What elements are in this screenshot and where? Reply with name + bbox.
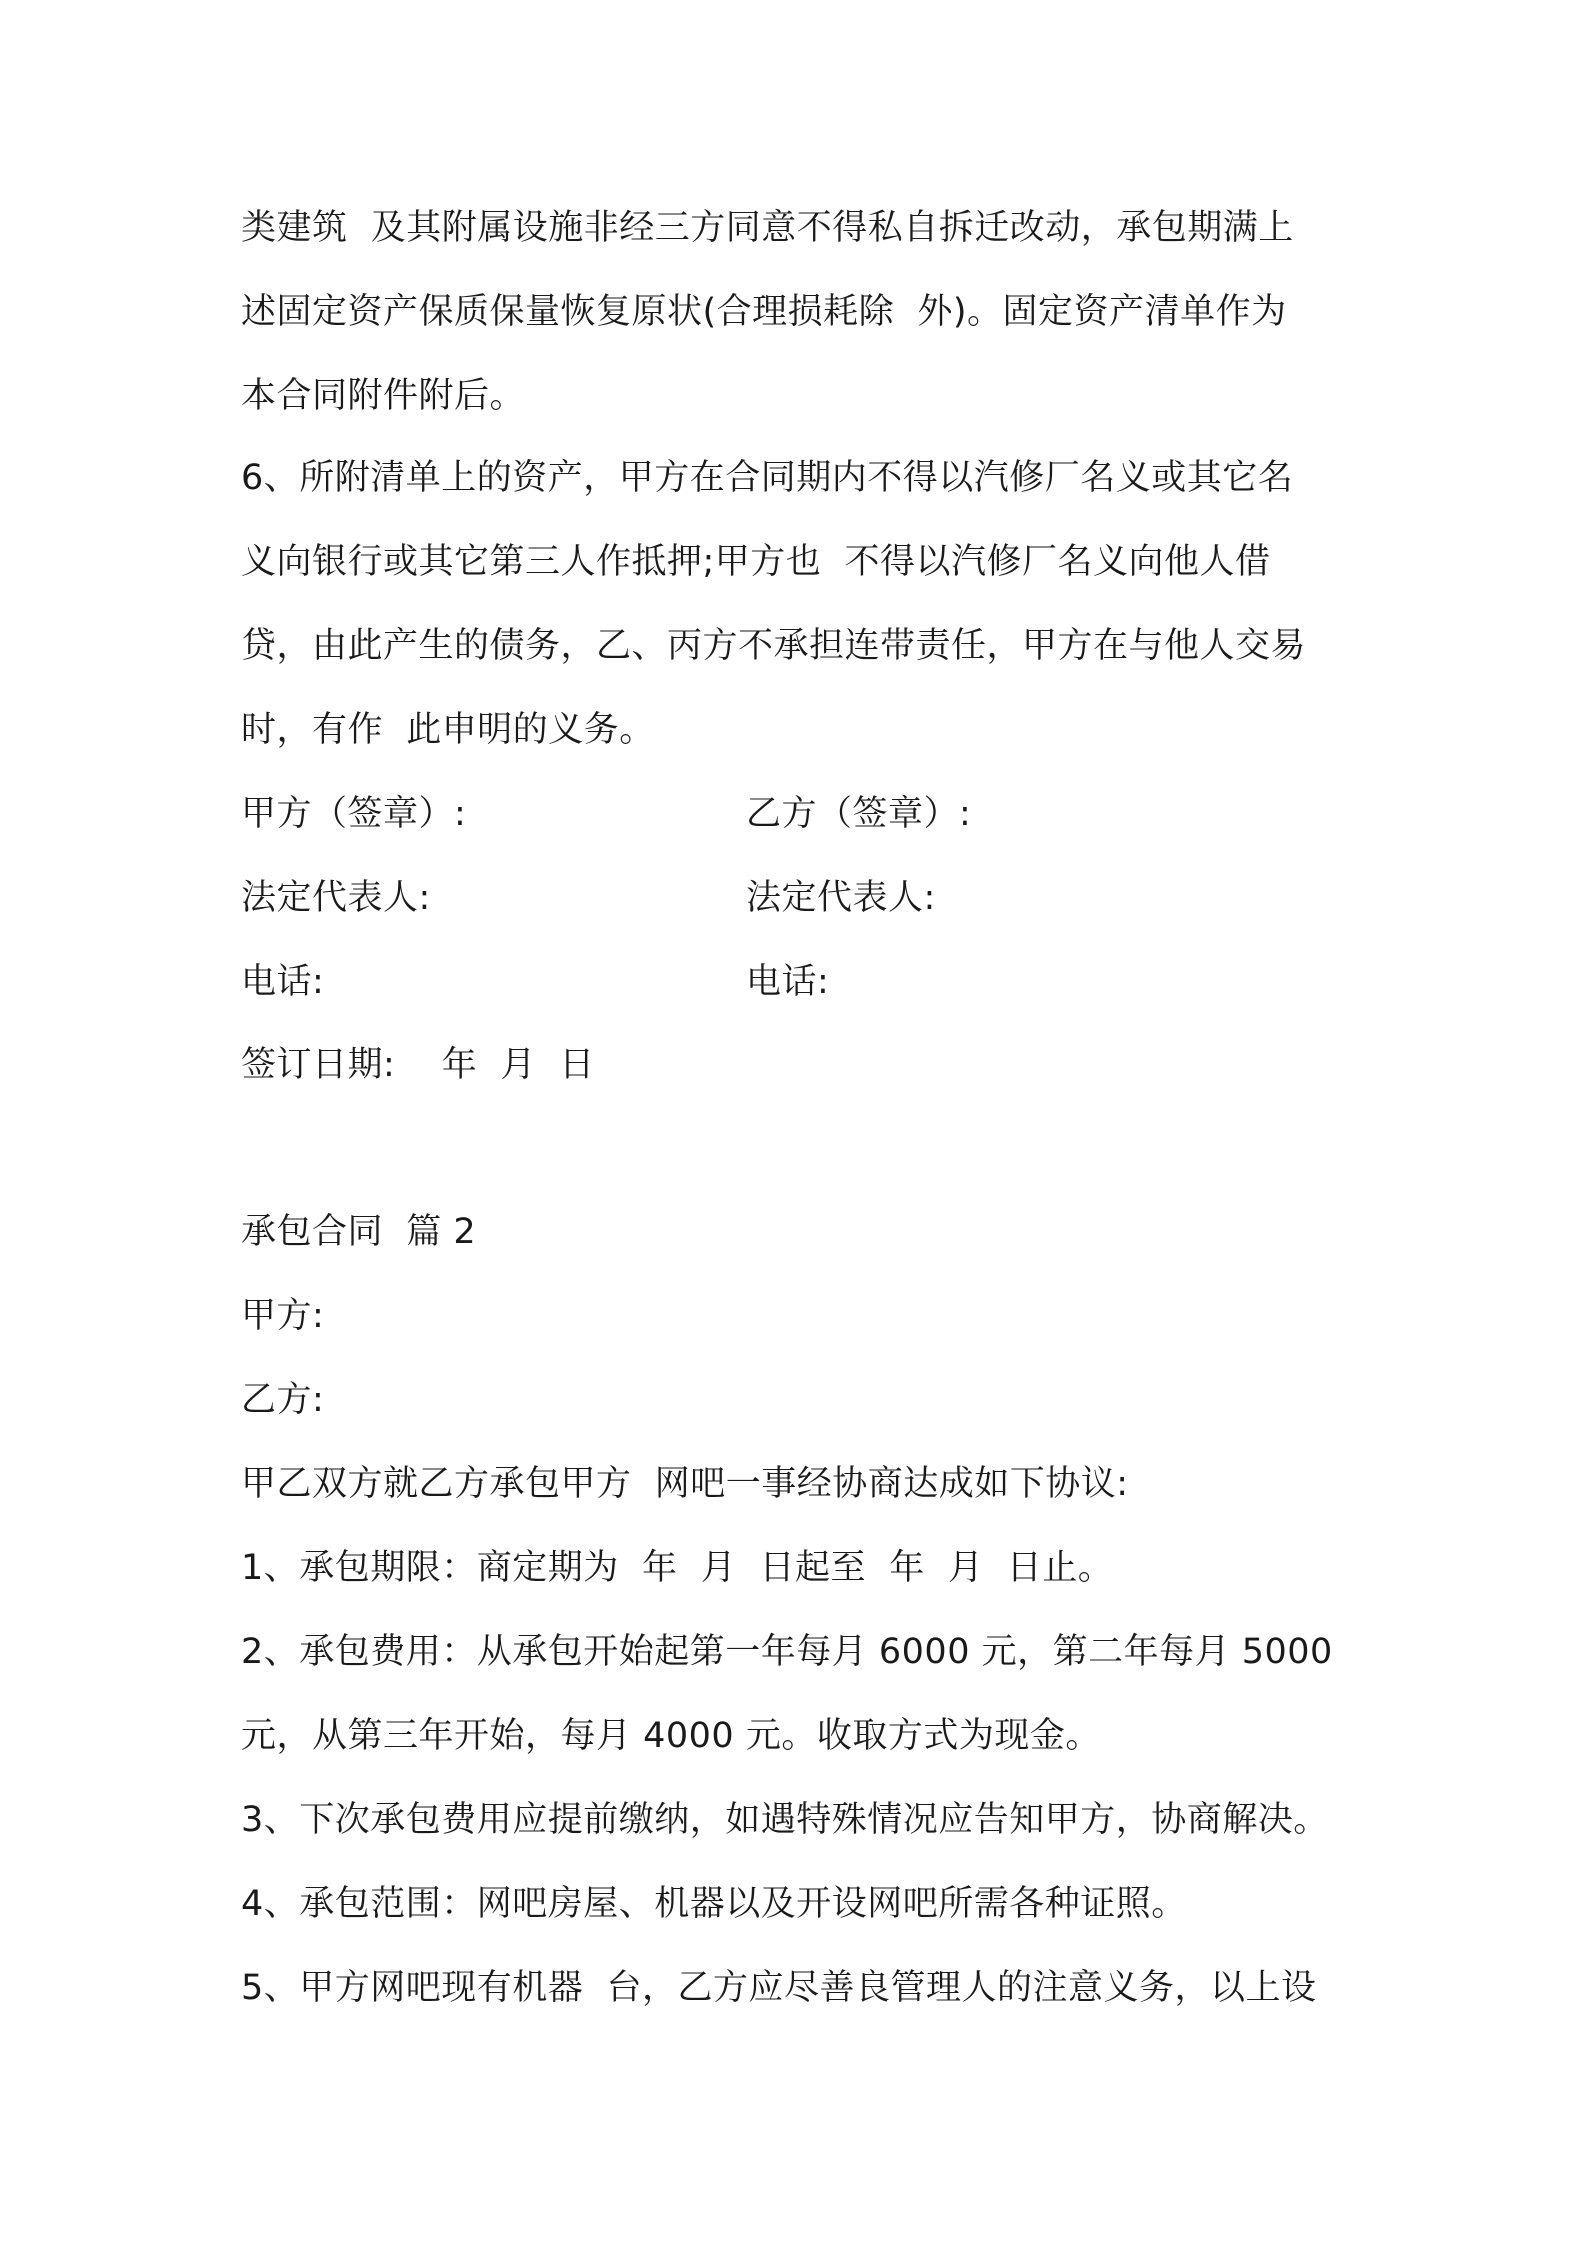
- continuation-line-1: 类建筑 及其附属设施非经三方同意不得私自拆迁改动，承包期满上: [241, 208, 1294, 248]
- continuation-line-3: 本合同附件附后。: [241, 376, 526, 416]
- clause6-line-3: 贷，由此产生的债务，乙、丙方不承担连带责任，甲方在与他人交易: [241, 626, 1307, 666]
- clause6-line-2: 义向银行或其它第三人作抵押;甲方也 不得以汽修厂名义向他人借: [241, 542, 1271, 582]
- clause6-line-1: 6、所附清单上的资产，甲方在合同期内不得以汽修厂名义或其它名: [241, 458, 1294, 498]
- contract2-party-a: 甲方:: [241, 1296, 325, 1336]
- sign-date-label: 签订日期: 年 月 日: [241, 1045, 595, 1085]
- legal-rep-b-label: 法定代表人:: [746, 878, 936, 918]
- contract2-title: 承包合同 篇 2: [241, 1212, 477, 1252]
- contract2-clause-5: 5、甲方网吧现有机器 台，乙方应尽善良管理人的注意义务，以上设: [241, 1968, 1317, 2008]
- party-b-seal-label: 乙方（签章）:: [746, 794, 972, 834]
- contract2-clause-2-line-1: 2、承包费用：从承包开始起第一年每月 6000 元，第二年每月 5000: [241, 1632, 1333, 1672]
- phone-a-label: 电话:: [241, 962, 325, 1002]
- contract2-intro: 甲乙双方就乙方承包甲方 网吧一事经协商达成如下协议:: [241, 1464, 1129, 1504]
- phone-b-label: 电话:: [746, 962, 830, 1002]
- contract2-clause-4: 4、承包范围：网吧房屋、机器以及开设网吧所需各种证照。: [241, 1884, 1187, 1924]
- contract2-clause-1: 1、承包期限：商定期为 年 月 日起至 年 月 日止。: [241, 1548, 1114, 1588]
- contract2-party-b: 乙方:: [241, 1380, 325, 1420]
- party-a-seal-label: 甲方（签章）:: [241, 794, 467, 834]
- clause6-line-4: 时，有作 此申明的义务。: [241, 710, 655, 750]
- legal-rep-a-label: 法定代表人:: [241, 878, 431, 918]
- contract2-clause-2-line-2: 元，从第三年开始，每月 4000 元。收取方式为现金。: [241, 1716, 1101, 1756]
- contract2-clause-3: 3、下次承包费用应提前缴纳，如遇特殊情况应告知甲方，协商解决。: [241, 1800, 1329, 1840]
- continuation-line-2: 述固定资产保质保量恢复原状(合理损耗除 外)。固定资产清单作为: [241, 292, 1287, 332]
